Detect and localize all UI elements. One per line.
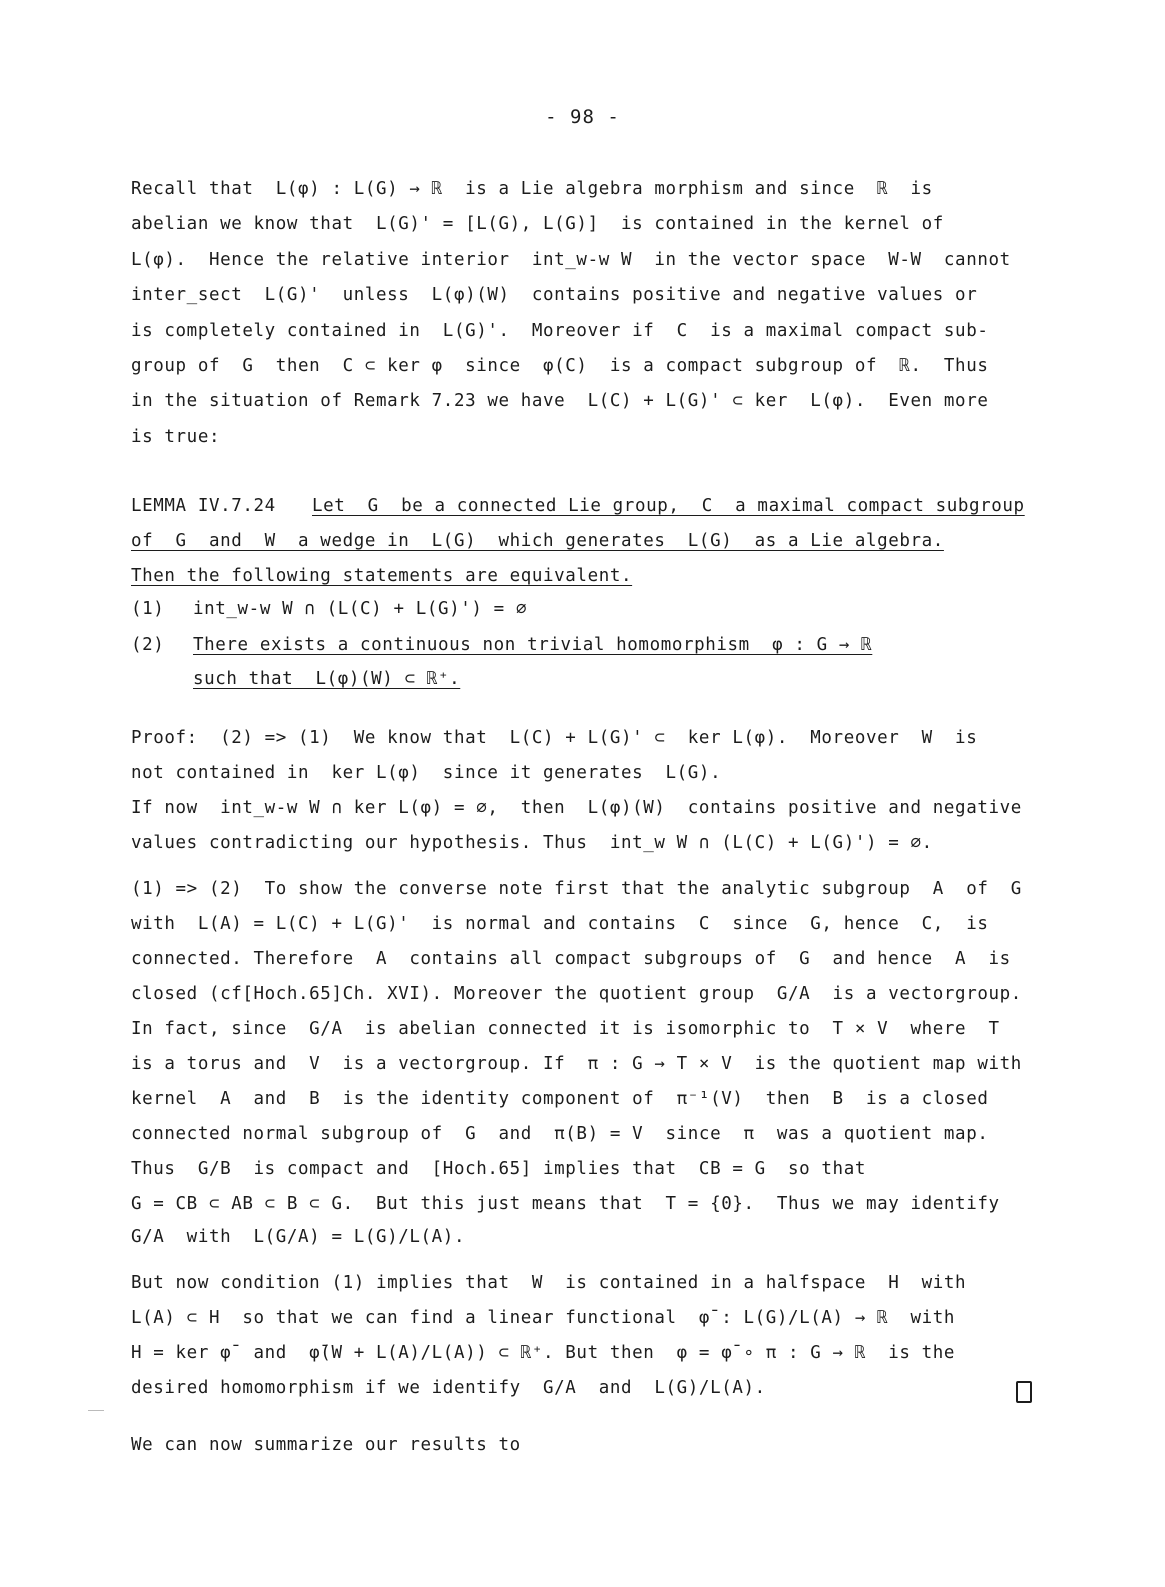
proof-line: In fact, since G/A is abelian connected it is isomorphic to T × V where T — [131, 1019, 1000, 1039]
text-line: abelian we know that L(G)' = [L(G), L(G)] is contained in the kernel of — [131, 214, 944, 234]
text-line: group of G then C ⊂ ker φ since φ(C) is a compact subgroup of ℝ. Thus — [131, 356, 989, 376]
proof-line: But now condition (1) implies that W is contained in a halfspace H with — [131, 1273, 967, 1293]
proof-line: connected normal subgroup of G and π(B) = V since π was a quotient map. — [131, 1124, 989, 1144]
lemma-statement-line: of G and W a wedge in L(G) which generates L(G) as a Lie algebra. — [131, 531, 944, 551]
page-number: - 98 - — [545, 106, 620, 128]
qed-box-icon — [1016, 1381, 1032, 1403]
closing-line: We can now summarize our results to — [131, 1435, 521, 1455]
text-line: is completely contained in L(G)'. Moreover if C is a maximal compact sub- — [131, 321, 989, 341]
proof-line: with L(A) = L(C) + L(G)' is normal and contains C since G, hence C, is — [131, 914, 989, 934]
proof-line: If now int_w-w W ∩ ker L(φ) = ∅, then L(φ)(W) contains positive and negative — [131, 798, 1022, 818]
text-line: is true: — [131, 427, 221, 447]
lemma-statement-line: Let G be a connected Lie group, C a maximal compact subgroup — [312, 496, 1025, 516]
proof-line: G = CB ⊂ AB ⊂ B ⊂ G. But this just means that T = {0}. Thus we may identify — [131, 1194, 1000, 1214]
text-line: in the situation of Remark 7.23 we have L(C) + L(G)' ⊂ ker L(φ). Even more — [131, 391, 989, 411]
proof-line: is a torus and V is a vectorgroup. If π : G → T × V is the quotient map with — [131, 1054, 1022, 1074]
lemma-statement-line: Then the following statements are equivalent. — [131, 566, 633, 586]
text-line: L(φ). Hence the relative interior int_w-w W in the vector space W-W cannot — [131, 250, 1011, 270]
proof-line: (1) => (2) To show the converse note first that the analytic subgroup A of G — [131, 879, 1022, 899]
text-line: inter_sect L(G)' unless L(φ)(W) contains positive and negative values or — [131, 285, 978, 305]
lemma-item-number: (1) — [131, 599, 165, 619]
lemma-item-2-line: such that L(φ)(W) ⊂ ℝ⁺. — [193, 669, 461, 689]
proof-line: G/A with L(G/A) = L(G)/L(A). — [131, 1227, 466, 1247]
proof-line: connected. Therefore A contains all compact subgroups of G and hence A is — [131, 949, 1011, 969]
proof-line: values contradicting our hypothesis. Thus int_w W ∩ (L(C) + L(G)') = ∅. — [131, 833, 933, 853]
proof-line: closed (cf[Hoch.65]Ch. XVI). Moreover the quotient group G/A is a vectorgroup. — [131, 984, 1022, 1004]
lemma-item-2-line: There exists a continuous non trivial homomorphism φ : G → ℝ — [193, 635, 873, 655]
lemma-item-number: (2) — [131, 635, 165, 655]
proof-line: kernel A and B is the identity component of π⁻¹(V) then B is a closed — [131, 1089, 989, 1109]
lemma-label: LEMMA IV.7.24 — [131, 496, 276, 516]
proof-line: L(A) ⊂ H so that we can find a linear functional φ̄ : L(G)/L(A) → ℝ with — [131, 1308, 956, 1328]
proof-line: desired homomorphism if we identify G/A and L(G)/L(A). — [131, 1378, 766, 1398]
margin-mark — [88, 1410, 104, 1411]
lemma-item-1: int_w-w W ∩ (L(C) + L(G)') = ∅ — [193, 599, 528, 619]
text-line: Recall that L(φ) : L(G) → ℝ is a Lie algebra morphism and since ℝ is — [131, 179, 933, 199]
proof-line: not contained in ker L(φ) since it generates L(G). — [131, 763, 722, 783]
proof-line: Thus G/B is compact and [Hoch.65] implies that CB = G so that — [131, 1159, 866, 1179]
proof-line: H = ker φ̄ and φ̄(W + L(A)/L(A)) ⊂ ℝ⁺. But then φ = φ̄ ∘ π : G → ℝ is the — [131, 1343, 956, 1363]
proof-line: Proof: (2) => (1) We know that L(C) + L(G)' ⊂ ker L(φ). Moreover W is — [131, 728, 978, 748]
